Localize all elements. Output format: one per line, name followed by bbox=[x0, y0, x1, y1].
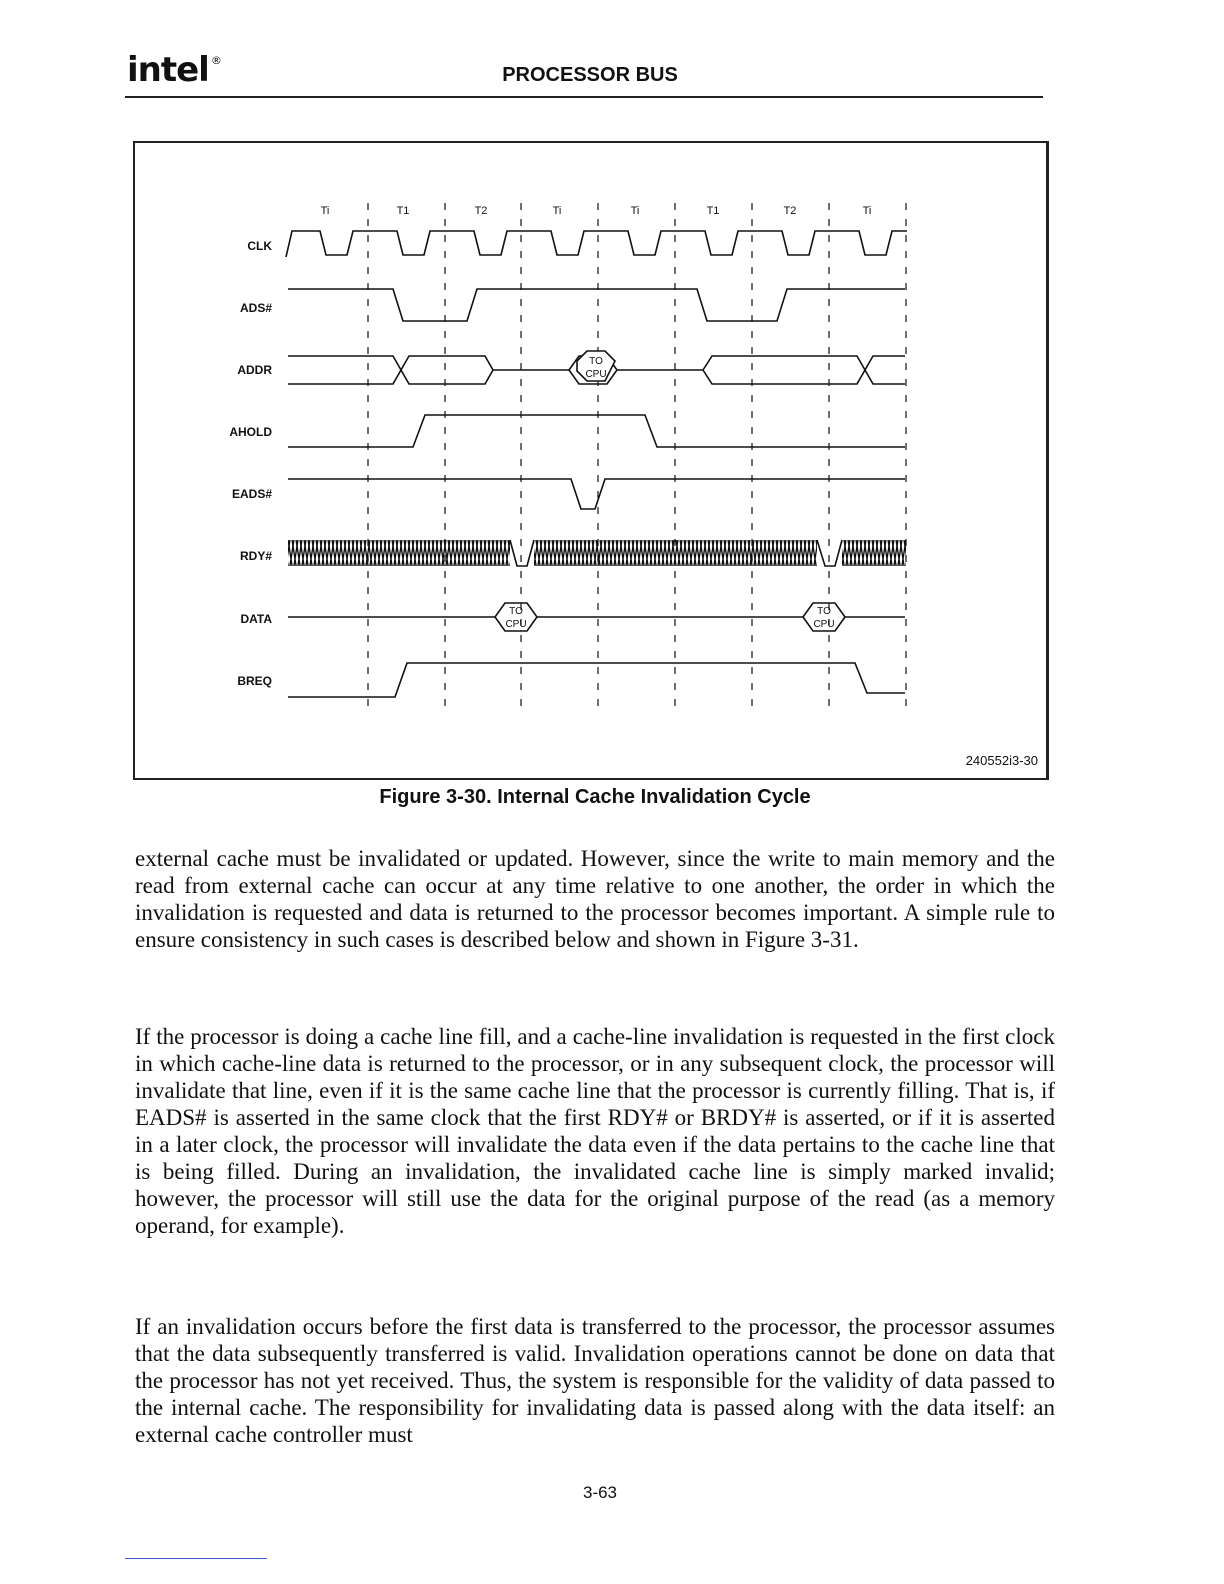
signal-label: EADS# bbox=[231, 487, 272, 501]
header-rule bbox=[125, 96, 1043, 98]
figure-id: 240552i3-30 bbox=[965, 753, 1038, 768]
signal-label: DATA bbox=[240, 612, 272, 626]
data-tag-cpu: CPU bbox=[813, 619, 835, 630]
addr-tag-to: TO bbox=[589, 356, 603, 367]
signal-label: ADDR bbox=[237, 363, 272, 377]
data-waveform bbox=[288, 603, 905, 631]
clock-label: Ti bbox=[630, 205, 640, 217]
data-tag-to: TO bbox=[509, 606, 523, 617]
intel-logo: intel ® bbox=[127, 50, 221, 90]
signal-label: CLK bbox=[247, 239, 272, 253]
clock-label: Ti bbox=[320, 205, 330, 217]
eads-waveform bbox=[288, 479, 905, 509]
body-paragraph: If an invalidation occurs before the first data is transferred to the processor, the processor assumes that the data subsequently transferred is valid. Invalidation operations cannot be done on data that the processor has not yet received. Thus, the system is responsible for the validity of data passed to the internal cache. The responsibility for invalidating data is passed along with the data itself: an external cache controller must bbox=[135, 1314, 1055, 1447]
clock-label: T2 bbox=[783, 205, 797, 217]
signal-label: BREQ bbox=[237, 674, 272, 688]
signal-label: RDY# bbox=[239, 549, 272, 563]
data-tag-to: TO bbox=[817, 606, 831, 617]
clock-label: Ti bbox=[862, 205, 872, 217]
body-paragraph: external cache must be invalidated or updated. However, since the write to main memory and the read from external cache can occur at any time relative to one another, the order in which the invalidation is requested and data is returned to the processor becomes important. A simple rule to ensure consistency in such cases is described below and shown in Figure 3-31. bbox=[135, 846, 1055, 952]
clock-boundaries bbox=[368, 203, 906, 715]
signal-label: ADS# bbox=[239, 301, 272, 315]
ads-waveform bbox=[288, 289, 905, 321]
body-paragraph: If the processor is doing a cache line fill, and a cache-line invalidation is requested in the first clock in which cache-line data is returned to the processor, or in any subsequent clock, the processor will invalidate that line, even if it is the same cache line that the processor is currently filling. That is, if EADS# is asserted in the same clock that the first RDY# or BRDY# is asserted, or if it is asserted in a later clock, the processor will invalidate the data even if the data pertains to the cache line that is being filled. During an invalidation, the invalidated cache line is simply marked invalid; however, the processor will still use the data for the original purpose of the read (as a memory operand, for example). bbox=[135, 1024, 1055, 1238]
footer-rule bbox=[125, 1558, 267, 1559]
breq-waveform bbox=[288, 663, 905, 697]
running-head: PROCESSOR BUS bbox=[502, 64, 678, 86]
clk-waveform bbox=[286, 231, 907, 257]
figure-caption: Figure 3-30. Internal Cache Invalidation Cycle bbox=[379, 786, 811, 808]
timing-diagram bbox=[135, 143, 1044, 776]
clock-label: T1 bbox=[706, 205, 720, 217]
signal-label: AHOLD bbox=[229, 425, 272, 439]
data-tag-cpu: CPU bbox=[505, 619, 527, 630]
clock-label: T2 bbox=[474, 205, 488, 217]
clock-label: T1 bbox=[396, 205, 410, 217]
addr-tag-cpu: CPU bbox=[585, 369, 607, 380]
rdy-waveform bbox=[288, 540, 906, 566]
ahold-waveform bbox=[288, 415, 905, 447]
clock-label: Ti bbox=[552, 205, 562, 217]
timing-diagram-figure bbox=[133, 141, 1049, 780]
page-number: 3-63 bbox=[582, 1483, 618, 1502]
